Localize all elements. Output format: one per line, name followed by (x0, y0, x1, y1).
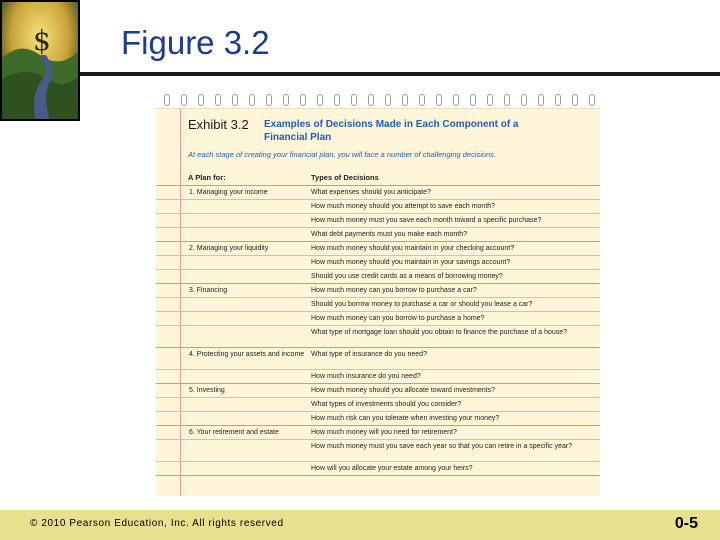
decision-cell: How much money will you need for retirement? (311, 429, 457, 436)
decision-cell: How much risk can you tolerate when investing your money? (311, 415, 500, 422)
decision-cell: How much money should you allocate toward investments? (311, 387, 496, 394)
plan-cell: 4. Protecting your assets and income (189, 351, 305, 358)
decision-cell: Should you borrow money to purchase a car or should you lease a car? (311, 301, 533, 308)
spiral-ring (249, 94, 255, 106)
column-header-decisions: Types of Decisions (311, 173, 379, 182)
spiral-ring (334, 94, 340, 106)
spiral-ring (266, 94, 272, 106)
spiral-ring (317, 94, 323, 106)
spiral-ring (555, 94, 561, 106)
spiral-ring (521, 94, 527, 106)
table-row (156, 270, 600, 284)
table-row (156, 426, 600, 440)
exhibit-intro: At each stage of creating your financial plan, you will face a number of challenging decisions. (188, 150, 497, 159)
spiral-ring (572, 94, 578, 106)
spiral-ring (164, 94, 170, 106)
decision-cell: How much money must you save each month toward a specific purchase? (311, 217, 542, 224)
spiral-ring (402, 94, 408, 106)
spiral-ring (589, 94, 595, 106)
table-row (156, 440, 600, 462)
plan-cell: 5. Investing (189, 387, 225, 394)
spiral-ring (300, 94, 306, 106)
footer-bar (0, 510, 720, 540)
table-row (156, 384, 600, 398)
decision-cell: How much money should you attempt to save each month? (311, 203, 496, 210)
table-row (156, 326, 600, 348)
decision-cell: How much money should you maintain in your savings account? (311, 259, 511, 266)
table-row (156, 256, 600, 270)
spiral-ring (538, 94, 544, 106)
spiral-ring (487, 94, 493, 106)
slide-title: Figure 3.2 (121, 24, 270, 61)
decision-cell: Should you use credit cards as a means of borrowing money? (311, 273, 503, 280)
plan-cell: 2. Managing your liquidity (189, 245, 269, 252)
svg-text:$: $ (33, 24, 51, 57)
spiral-ring (453, 94, 459, 106)
exhibit-figure (156, 92, 600, 496)
decision-cell: How much insurance do you need? (311, 373, 421, 380)
decision-cell: How much money should you maintain in your checking account? (311, 245, 515, 252)
spiral-ring (351, 94, 357, 106)
logo-divider (78, 0, 80, 121)
table-row (156, 186, 600, 200)
logo-image (0, 0, 80, 121)
column-header-plan: A Plan for: (188, 173, 226, 182)
page-number: 0-5 (674, 515, 698, 532)
exhibit-label: Exhibit 3.2 (188, 117, 249, 132)
spiral-ring (504, 94, 510, 106)
spiral-ring (385, 94, 391, 106)
table-row (156, 298, 600, 312)
table-row (156, 214, 600, 228)
exhibit-heading: Examples of Decisions Made in Each Component of a Financial Plan (264, 119, 519, 143)
table-row (156, 228, 600, 242)
spiral-binding (156, 92, 600, 109)
plan-cell: 3. Financing (189, 287, 228, 294)
decision-cell: What expenses should you anticipate? (311, 189, 431, 196)
decision-cell: How much money can you borrow to purchase a home? (311, 315, 485, 322)
table-row (156, 242, 600, 256)
decision-cell: What type of insurance do you need? (311, 351, 427, 358)
title-underline (80, 72, 720, 76)
copyright-text: © 2010 Pearson Education, Inc. All rights reserved (30, 518, 284, 529)
plan-cell: 1. Managing your income (189, 189, 268, 196)
plan-cell: 6. Your retirement and estate (189, 429, 279, 436)
decision-cell: How much money must you save each year so that you can retire in a specific year? (311, 443, 573, 450)
table-row (156, 370, 600, 384)
spiral-ring (419, 94, 425, 106)
spiral-ring (198, 94, 204, 106)
spiral-ring (470, 94, 476, 106)
spiral-ring (436, 94, 442, 106)
decision-table (156, 186, 600, 476)
table-row (156, 284, 600, 298)
spiral-ring (232, 94, 238, 106)
decision-cell: How much money can you borrow to purchase a car? (311, 287, 477, 294)
table-row (156, 312, 600, 326)
spiral-ring (283, 94, 289, 106)
table-row (156, 200, 600, 214)
table-row (156, 348, 600, 370)
decision-cell: What type of mortgage loan should you obtain to finance the purchase of a house? (311, 329, 568, 336)
decision-cell: How will you allocate your estate among your heirs? (311, 465, 473, 472)
spiral-ring (215, 94, 221, 106)
decision-cell: What types of investments should you consider? (311, 401, 462, 408)
spiral-ring (181, 94, 187, 106)
table-row (156, 412, 600, 426)
spiral-ring (368, 94, 374, 106)
table-row (156, 462, 600, 476)
decision-cell: What debt payments must you make each month? (311, 231, 468, 238)
table-row (156, 398, 600, 412)
